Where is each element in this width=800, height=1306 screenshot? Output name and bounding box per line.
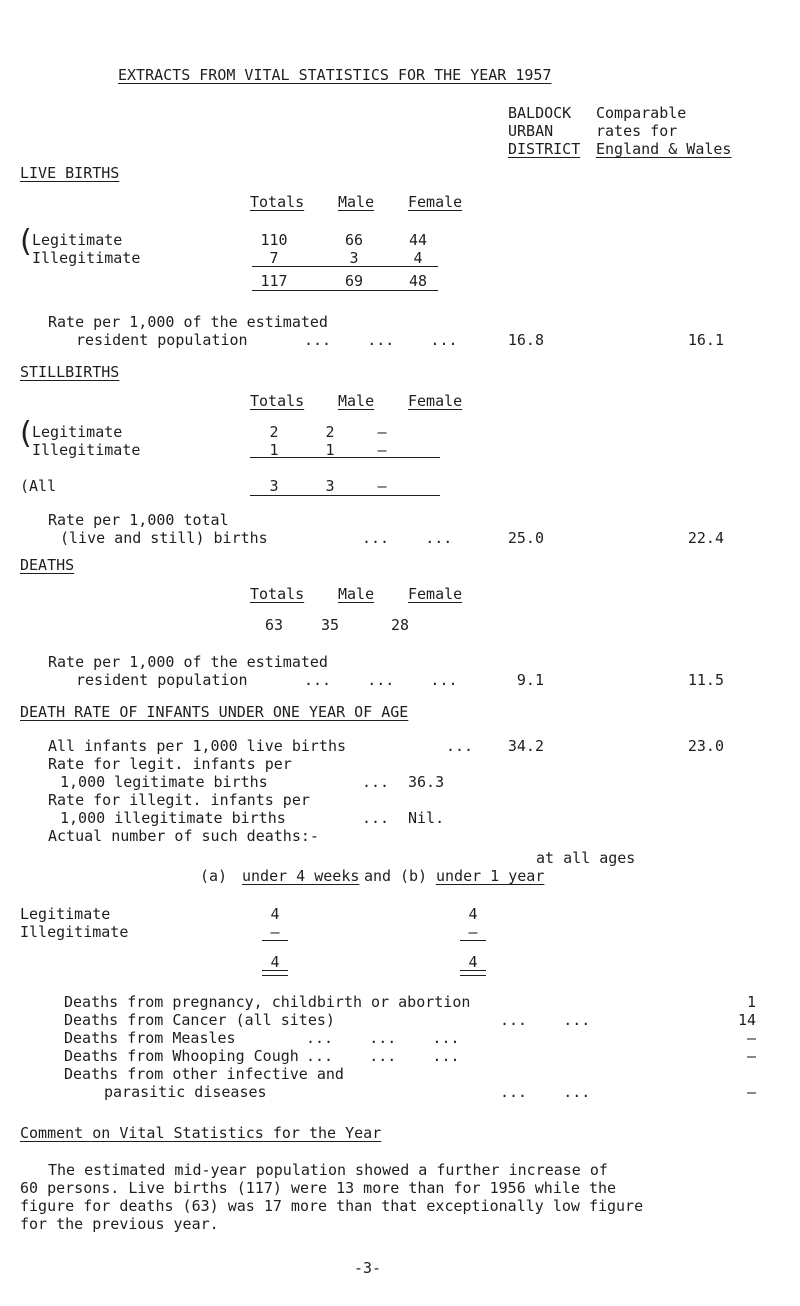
stillbirths-rate-dots: ... ... xyxy=(362,529,453,547)
cause-measles-label: Deaths from Measles xyxy=(64,1029,236,1047)
infants-total-a: 4 xyxy=(270,953,280,971)
infants-legit-label-1: Rate for legit. infants per xyxy=(48,755,292,773)
stillbirths-col-female: Female xyxy=(408,392,463,410)
brace-icon: ( xyxy=(20,416,32,451)
infants-a-double-rule xyxy=(262,970,288,976)
brace-icon: ( xyxy=(20,224,32,259)
deaths-rate-label-2: resident population xyxy=(76,671,248,689)
live-births-illegit-male: 3 xyxy=(349,249,359,267)
infants-all-ew: 23.0 xyxy=(687,737,724,755)
infants-illegit-b: – xyxy=(468,923,478,941)
infants-legit-a: 4 xyxy=(270,905,280,923)
stillbirths-sum-male: 3 xyxy=(325,477,335,495)
stillbirths-legit-total: 2 xyxy=(269,423,279,441)
stillbirths-rule xyxy=(250,457,440,458)
live-births-legit-label: Legitimate xyxy=(32,231,123,249)
infants-at-all-ages: at all ages xyxy=(536,849,636,867)
stillbirths-col-male: Male xyxy=(338,392,375,410)
stillbirths-rate-district: 25.0 xyxy=(507,529,544,547)
infants-illegit-label-2: 1,000 illegitimate births xyxy=(60,809,286,827)
cause-parasitic-value: – xyxy=(746,1083,756,1101)
infants-col-b-prefix: (b) xyxy=(400,867,428,885)
district-header-2: URBAN xyxy=(508,122,554,140)
stillbirths-rate-label-2: (live and still) births xyxy=(60,529,268,547)
infants-a-rule xyxy=(262,940,288,941)
live-births-rate-district: 16.8 xyxy=(507,331,544,349)
stillbirths-illegit-total: 1 xyxy=(269,441,279,459)
infants-illegit-dots: ... xyxy=(362,809,390,827)
comment-line-2: 60 persons. Live births (117) were 13 more than for 1956 while the xyxy=(20,1179,617,1197)
stillbirths-illegit-male: 1 xyxy=(325,441,335,459)
infants-illegit-a: – xyxy=(270,923,280,941)
deaths-male: 35 xyxy=(320,616,340,634)
live-births-sum-total: 117 xyxy=(260,272,288,290)
cause-cancer-value: 14 xyxy=(737,1011,756,1029)
infants-all-dots: ... xyxy=(446,737,474,755)
deaths-col-male: Male xyxy=(338,585,375,603)
live-births-total-rule xyxy=(252,290,438,291)
cause-cancer-dots: ... ... xyxy=(500,1011,591,1029)
infants-illegit-label-1: Rate for illegit. infants per xyxy=(48,791,310,809)
deaths-col-female: Female xyxy=(408,585,463,603)
cause-pregnancy-label: Deaths from pregnancy, childbirth or abortion xyxy=(64,993,471,1011)
stillbirths-illegit-label: Illegitimate xyxy=(32,441,141,459)
stillbirths-total-rule xyxy=(250,495,440,496)
infants-legit-value: 36.3 xyxy=(408,773,445,791)
infants-col-a-prefix: (a) xyxy=(200,867,228,885)
infants-legit-label-2: 1,000 legitimate births xyxy=(60,773,268,791)
live-births-illegit-label: Illegitimate xyxy=(32,249,141,267)
infants-all-label: All infants per 1,000 live births xyxy=(48,737,347,755)
stillbirths-all-label: (All xyxy=(20,477,57,495)
live-births-legit-female: 44 xyxy=(408,231,428,249)
live-births-illegit-total: 7 xyxy=(269,249,279,267)
live-births-rate-label-2: resident population xyxy=(76,331,248,349)
district-header-3: DISTRICT xyxy=(508,140,581,158)
live-births-legit-male: 66 xyxy=(344,231,364,249)
stillbirths-legit-female: – xyxy=(377,423,387,441)
comparable-header-2: rates for xyxy=(596,122,678,140)
live-births-heading: LIVE BIRTHS xyxy=(20,164,120,182)
stillbirths-heading: STILLBIRTHS xyxy=(20,363,120,381)
infants-all-district: 34.2 xyxy=(507,737,544,755)
cause-cancer-label: Deaths from Cancer (all sites) xyxy=(64,1011,335,1029)
deaths-rate-district: 9.1 xyxy=(516,671,544,689)
stillbirths-sum-female: – xyxy=(377,477,387,495)
cause-infective-label: Deaths from other infective and xyxy=(64,1065,344,1083)
stillbirths-legit-label: Legitimate xyxy=(32,423,123,441)
infants-b-double-rule xyxy=(460,970,486,976)
infants-legit-row-label: Legitimate xyxy=(20,905,111,923)
cause-measles-value: – xyxy=(746,1029,756,1047)
cause-whooping-label: Deaths from Whooping Cough xyxy=(64,1047,299,1065)
live-births-sum-male: 69 xyxy=(344,272,364,290)
comment-line-1: The estimated mid-year population showed a further increase of xyxy=(48,1161,608,1179)
cause-parasitic-label: parasitic diseases xyxy=(104,1083,267,1101)
stillbirths-rate-label-1: Rate per 1,000 total xyxy=(48,511,229,529)
deaths-col-totals: Totals xyxy=(250,585,305,603)
comparable-header-3: England & Wales xyxy=(596,140,732,158)
infants-col-b: under 1 year xyxy=(436,867,545,885)
cause-whooping-value: – xyxy=(746,1047,756,1065)
deaths-rate-ew: 11.5 xyxy=(687,671,724,689)
infants-legit-dots: ... xyxy=(362,773,390,791)
comment-heading: Comment on Vital Statistics for the Year xyxy=(20,1124,382,1142)
live-births-col-totals: Totals xyxy=(250,193,305,211)
deaths-female: 28 xyxy=(390,616,410,634)
infants-b-rule xyxy=(460,940,486,941)
infants-total-b: 4 xyxy=(468,953,478,971)
infants-actual-label: Actual number of such deaths:- xyxy=(48,827,319,845)
comment-line-4: for the previous year. xyxy=(20,1215,219,1233)
stillbirths-legit-male: 2 xyxy=(325,423,335,441)
infants-illegit-row-label: Illegitimate xyxy=(20,923,129,941)
deaths-rate-label-1: Rate per 1,000 of the estimated xyxy=(48,653,328,671)
live-births-rate-dots: ... ... ... xyxy=(304,331,458,349)
infants-legit-b: 4 xyxy=(468,905,478,923)
live-births-legit-total: 110 xyxy=(260,231,288,249)
deaths-heading: DEATHS xyxy=(20,556,75,574)
cause-parasitic-dots: ... ... xyxy=(500,1083,591,1101)
stillbirths-illegit-female: – xyxy=(377,441,387,459)
live-births-illegit-female: 4 xyxy=(413,249,423,267)
infants-and: and xyxy=(364,867,392,885)
live-births-rate-ew: 16.1 xyxy=(687,331,724,349)
infants-col-a: under 4 weeks xyxy=(242,867,360,885)
page-number: -3- xyxy=(354,1259,382,1277)
page-title: EXTRACTS FROM VITAL STATISTICS FOR THE YEAR 1957 xyxy=(118,66,552,84)
comparable-header-1: Comparable xyxy=(596,104,687,122)
stillbirths-rate-ew: 22.4 xyxy=(687,529,724,547)
infants-heading: DEATH RATE OF INFANTS UNDER ONE YEAR OF AGE xyxy=(20,703,409,721)
live-births-rule xyxy=(252,266,438,267)
infants-illegit-value: Nil. xyxy=(408,809,445,827)
stillbirths-sum-total: 3 xyxy=(269,477,279,495)
live-births-rate-label-1: Rate per 1,000 of the estimated xyxy=(48,313,328,331)
cause-whooping-dots: ... ... ... xyxy=(306,1047,460,1065)
live-births-col-female: Female xyxy=(408,193,463,211)
live-births-sum-female: 48 xyxy=(408,272,428,290)
district-header-1: BALDOCK xyxy=(508,104,572,122)
live-births-col-male: Male xyxy=(338,193,375,211)
stillbirths-col-totals: Totals xyxy=(250,392,305,410)
cause-measles-dots: ... ... ... xyxy=(306,1029,460,1047)
cause-pregnancy-value: 1 xyxy=(746,993,756,1011)
deaths-rate-dots: ... ... ... xyxy=(304,671,458,689)
comment-line-3: figure for deaths (63) was 17 more than that exceptionally low figure xyxy=(20,1197,644,1215)
deaths-total: 63 xyxy=(264,616,284,634)
